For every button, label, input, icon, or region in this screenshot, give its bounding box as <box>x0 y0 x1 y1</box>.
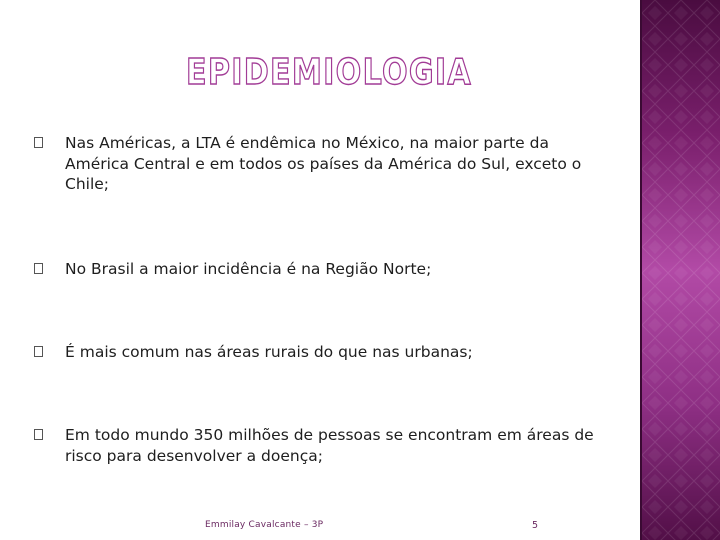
bullet-text: Nas Américas, a LTA é endêmica no México, na maior parte da América Central e em todos os países da América do Sul, exceto o Chile; <box>65 134 582 193</box>
bullet-text: É mais comum nas áreas rurais do que nas urbanas; <box>65 343 473 361</box>
bullet-text: Em todo mundo 350 milhões de pessoas se encontram em áreas de risco para desenvolver a doença; <box>65 426 594 465</box>
square-bullet-icon <box>34 263 43 274</box>
square-bullet-icon <box>34 346 43 357</box>
page-number: 5 <box>532 520 539 531</box>
footer-author: Emmilay Cavalcante – 3P <box>205 520 324 530</box>
slide-title-text: EPIDEMIOLOGIA <box>186 52 472 93</box>
decorative-side-panel <box>642 0 720 540</box>
square-bullet-icon <box>34 137 43 148</box>
square-bullet-icon <box>34 429 43 440</box>
slide-title <box>186 46 476 92</box>
bullet-text: No Brasil a maior incidência é na Região Norte; <box>65 260 432 278</box>
diamond-pattern-icon <box>642 0 720 540</box>
